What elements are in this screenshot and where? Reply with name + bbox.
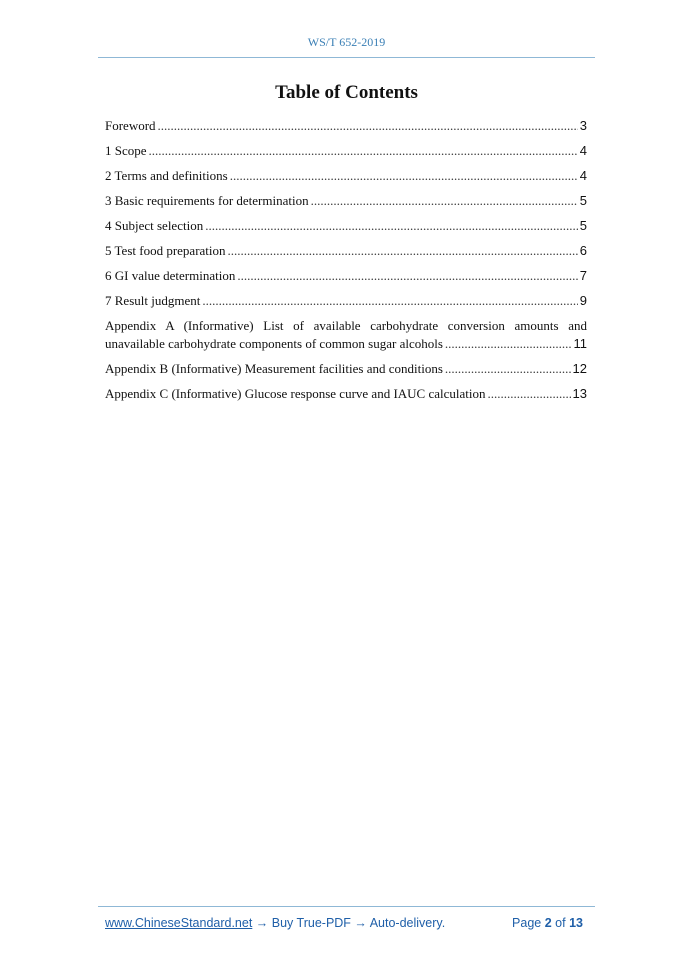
total-pages-number: 13 [569, 916, 583, 930]
site-link[interactable]: www.ChineseStandard.net [105, 916, 253, 930]
dot-leader [445, 335, 572, 353]
dot-leader [445, 360, 571, 378]
dot-leader [311, 192, 578, 210]
current-page-number: 2 [544, 916, 552, 930]
toc-entry-label: 6 GI value determination [105, 268, 236, 283]
dot-leader [230, 167, 578, 185]
toc-entry-appendix-a[interactable] [105, 317, 587, 353]
toc-entry-scope[interactable] [105, 142, 587, 160]
dot-leader [158, 117, 578, 135]
footer-left [105, 916, 445, 930]
toc-entry-label: 4 Subject selection [105, 218, 204, 233]
page-indicator [512, 916, 583, 930]
table-of-contents [105, 117, 587, 410]
page-word: Page [512, 916, 542, 930]
toc-entry-label: Appendix B (Informative) Measurement facilities and conditions [105, 361, 443, 376]
toc-entry-label-line2: unavailable carbohydrate components of common sugar alcohols [105, 336, 443, 351]
footer-divider [98, 906, 595, 907]
toc-entry-label: 7 Result judgment [105, 293, 201, 308]
toc-entry-page: 4 [579, 168, 587, 183]
toc-entry-appendix-c[interactable] [105, 385, 587, 403]
page-footer [105, 916, 583, 930]
toc-entry-page: 12 [572, 361, 587, 376]
toc-entry-result-judgment[interactable] [105, 292, 587, 310]
document-code-header: WS/T 652-2019 [307, 35, 386, 49]
header-divider [98, 57, 595, 58]
toc-entry-label: Foreword [105, 118, 156, 133]
toc-entry-label: Appendix C (Informative) Glucose response curve and IAUC calculation [105, 386, 486, 401]
promo-text: → Buy True-PDF → Auto-delivery. [252, 916, 446, 930]
toc-entry-page: 3 [579, 118, 587, 133]
toc-entry-page: 9 [579, 293, 587, 308]
toc-entry-page: 11 [573, 336, 587, 351]
dot-leader [488, 385, 571, 403]
dot-leader [149, 142, 578, 160]
toc-entry-page: 6 [579, 243, 587, 258]
toc-entry-page: 5 [579, 193, 587, 208]
of-word: of [555, 916, 566, 930]
toc-title: Table of Contents [275, 82, 418, 103]
toc-entry-page: 7 [579, 268, 587, 283]
toc-entry-appendix-b[interactable] [105, 360, 587, 378]
toc-entry-page: 5 [579, 218, 587, 233]
dot-leader [202, 292, 577, 310]
toc-entry-test-food[interactable] [105, 242, 587, 260]
toc-entry-page: 4 [579, 143, 587, 158]
toc-entry-label: 3 Basic requirements for determination [105, 193, 309, 208]
toc-entry-label: 1 Scope [105, 143, 147, 158]
toc-entry-page: 13 [572, 386, 587, 401]
dot-leader [237, 267, 577, 285]
toc-entry-subject-selection[interactable] [105, 217, 587, 235]
toc-entry-label-line1: Appendix A (Informative) List of available carbohydrate conversion amounts and [105, 318, 587, 333]
toc-entry-foreword[interactable] [105, 117, 587, 135]
dot-leader [205, 217, 578, 235]
toc-entry-line2 [105, 335, 587, 353]
toc-entry-basic-requirements[interactable] [105, 192, 587, 210]
dot-leader [228, 242, 578, 260]
toc-entry-terms[interactable] [105, 167, 587, 185]
toc-entry-label: 5 Test food preparation [105, 243, 226, 258]
toc-entry-gi-value[interactable] [105, 267, 587, 285]
toc-entry-label: 2 Terms and definitions [105, 168, 228, 183]
